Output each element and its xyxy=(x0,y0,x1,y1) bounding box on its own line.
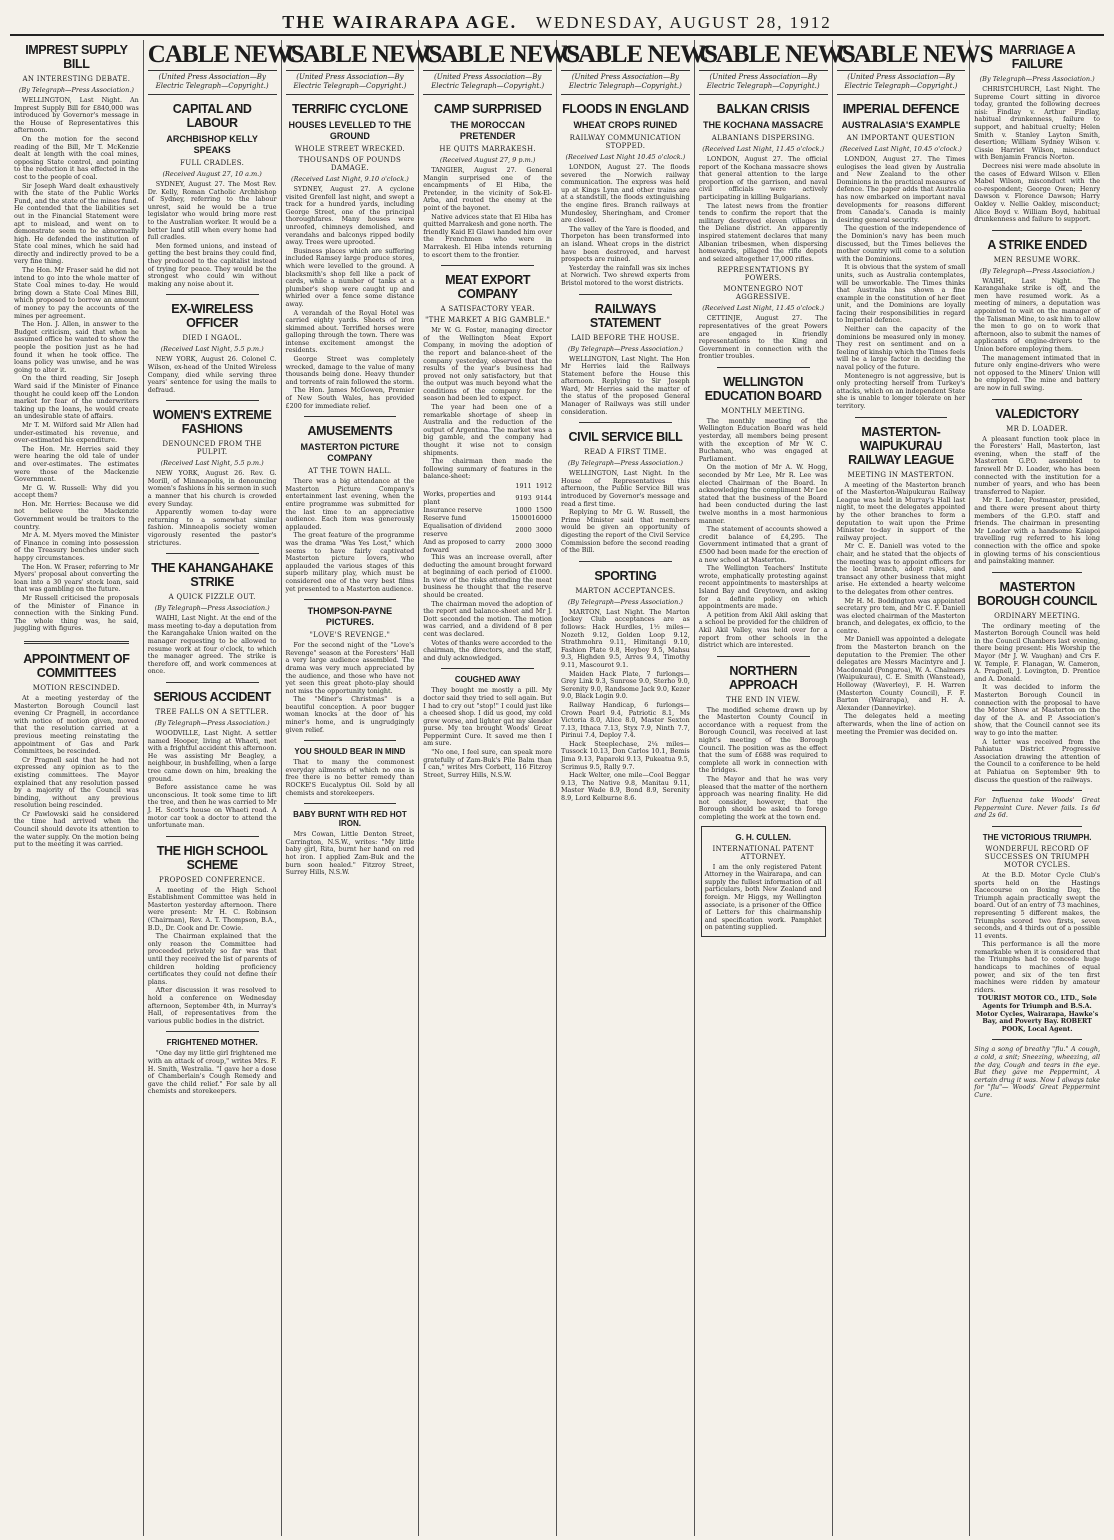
headline-strike-ended: A STRIKE ENDED xyxy=(987,237,1087,252)
paragraph: This was an increase overall, after deducting the amount brought forward at beginning of each period of £1000. In view of the risks attending the meat business he thought that the reserve should be created. xyxy=(423,553,553,599)
table-cell: 9144 xyxy=(535,494,553,502)
subhead-wonderful: WONDERFUL RECORD OF SUCCESSES ON TRIUMPH MOTOR CYCLES. xyxy=(984,844,1090,869)
table-row xyxy=(423,522,552,538)
headline-marriage: MARRIAGE A FAILURE xyxy=(999,43,1076,71)
paragraph: Mr T. M. Wilford said Mr Allen had under-estimated his revenue, and over-estimated his expenditure. xyxy=(14,420,139,445)
paragraph: CETTINJE, August 27. The representatives of the great Powers are engaged in friendly representations to the King and Government in connection with the frontier troubles. xyxy=(698,314,828,361)
paragraph: The Chairman explained that the only reason the Committee had proceeded privately so far was that until they received the list of parents of children holding proficiency certificates they could not define their plans. xyxy=(147,932,277,986)
divider xyxy=(579,561,672,562)
paragraph: Mr Russell criticised the proposals of the Minister of Finance in connection with the Sinking Fund. The whole thing was, he said, juggling with figures. xyxy=(14,594,139,633)
cable-news-banner: CABLE NEWS xyxy=(561,40,690,71)
subhead-end-in-view: THE END IN VIEW. xyxy=(726,695,801,704)
agency-credit: (United Press Association—By Electric Telegraph—Copyright.) xyxy=(423,71,552,95)
paragraph: That to many the commonest everyday ailments of which no one is free there is no better remedy than ROCKE'S Eucalyptus Oil. Sold by all chemists and storekeepers. xyxy=(285,758,415,797)
paragraph: Railway Handicap, 6 furlongs—Crown Pearl 9.4, Patriotic 8.1, Ms Victoria 8.0, Alice 8.0, Master Sexton 7.13, Ithaca 7.13, Styx 7.9, Ninth 7.7, Pirinui 7.4, Deploy 7.4. xyxy=(561,700,690,740)
paragraph: WELLINGTON, Last Night. In the House of Representatives this afternoon, the Public Service Bill was introduced by Governor's message and read a first time. xyxy=(561,469,690,508)
paragraph: The latest news from the frontier tends to confirm the report that the military destroyed eleven villages in the Deliane district. An apparently inspired statement declares that many Albanian tribesmen, when dispersing homewards, pillaged the rifle depots and seized altogether 17,000 rifles. xyxy=(698,201,828,263)
subhead-revenge: "LOVE'S REVENGE." xyxy=(309,631,391,640)
divider xyxy=(166,1031,259,1032)
table-cell: 1000 xyxy=(515,506,532,514)
paragraph: WELLINGTON, Last Night. The Hon Mr Herries laid the Railways Statement before the House this afternoon. Replying to Sir Joseph Ward, Mr Herries said the matter of the status of the proposed General Manager of Railways was still under consideration. xyxy=(561,354,690,416)
paragraph: For the second night of the "Love's Revenge" season at the Foresters' Hall a very large audience assembled. The drama was very much appreciated by the audience, and those who have not yet seen this great photo-play should not miss the opportunity tonight. xyxy=(285,641,415,695)
paragraph: A meeting of the High School Establishment Committee was held in Masterton yesterday afternoon. There were present: Mr H. C. Robinson (Chairman), Rev. A. T. Thompson, B.A., B.D., Dr. Cook and Dr. Cowie. xyxy=(147,885,277,932)
divider xyxy=(166,836,259,837)
masthead xyxy=(10,10,1104,36)
headline-cyclone: TERRIFIC CYCLONE xyxy=(291,102,408,116)
paragraph: Mr A. M. Myers moved the Minister of Finance in coming into possession of the Treasury benches under such happy circumstances. xyxy=(14,531,139,563)
meta-received: (Received Last Night, 9.10 o'clock.) xyxy=(291,175,409,183)
divider xyxy=(166,294,259,295)
paragraph: Cr Pawlowski said he considered the time had arrived when the Council should devote its attention to the water supply. On the motion being put to the meeting it was carried. xyxy=(14,809,139,849)
subhead-town-hall: AT THE TOWN HALL. xyxy=(308,467,392,476)
headline-amusements: AMUSEMENTS xyxy=(307,424,393,439)
column-3 xyxy=(282,40,442,1536)
paragraph: The chairman moved the adoption of the report and balance-sheet and Mr J. Dott seconded the motion. The motion was carried, and a dividend of 8 per cent was declared. xyxy=(423,599,553,638)
table-cell: Reserve fund xyxy=(423,514,467,522)
paragraph: Mr C. E. Daniell was voted to the chair, and he stated that the objects of the meeting was to appoint officers for the local branch, adopt rules, and transact any other business that might arise. He extended a hearty welcome to the delegates from other centres. xyxy=(836,542,966,596)
advert-body: I am the only registered Patent Attorney in the Wairarapa, and can supply the fullest information of all particulars, both New Zealand and foreign. Mr Higgs, my Wellington associate, is a prisoner of the Office of Letters for this chairmanship and specification work. Pamphlet on patenting supplied. xyxy=(704,862,822,932)
table-row xyxy=(423,490,552,506)
paragraph: CHRISTCHURCH, Last Night. The Supreme Court sitting in divorce today, granted the following decrees nisi: Findlay v. Arthur Findlay, habitual drunkenness, failure to support, and habitual cruelty; Helen Smith v. Stanley Layton Smith, desertion; William Sydney Wilson v. Cissie Harriet Wilson, misconduct with Benjamin Francis Norton. xyxy=(974,85,1100,162)
table-cell: Insurance reserve xyxy=(423,506,483,514)
table-cell: 1500 xyxy=(535,506,553,514)
advert-tourist-motor: TOURIST MOTOR CO., LTD., Sole Agents for Triumph and B.S.A. Motor Cycles, Wairarapa, Hawke's Bay, and Poverty Bay. ROBERT POOK, Local Agent. xyxy=(975,994,1099,1033)
meta-telegraph: (By Telegraph—Press Association.) xyxy=(567,344,683,353)
subhead-resume: MEN RESUME WORK. xyxy=(993,255,1081,264)
paragraph: MARTON, Last Night. The Marton Jockey Club acceptances are as follows: Hack Hurdles, 1½ miles—Nozeth 9.12, Golden Loop 9.12, Strathmohra 9.11, Himitangi 9.10, Fashion Plate 9.8, Heyboy 9.5, Mahsu 9.3, Highden 9.5, Arres 9.4, Timothy 9.11, Mascourot 9.1. xyxy=(561,607,690,669)
divider xyxy=(855,417,948,418)
table-header-cell: 1911 xyxy=(515,482,532,490)
paragraph: SYDNEY, August 27. A cyclone visited Grenfell last night, and swept a track for a hundred yards, including George Street, one of the principal thoroughfares. Many houses were unroofed, chimneys demolished, and verandahs and balconys ripped bodily away. Trees were uprooted. xyxy=(285,185,415,247)
advertisement-cullen xyxy=(701,826,826,937)
divider xyxy=(992,230,1082,231)
table-header-cell xyxy=(423,482,511,490)
divider xyxy=(992,826,1082,827)
column-4 xyxy=(419,40,580,1536)
cable-news-banner: CABLE NEWS xyxy=(699,40,828,71)
subhead-montenegro: MONTENEGRO NOT AGGRESSIVE. xyxy=(723,285,803,302)
paragraph: George Street was completely wrecked, damage to the value of many thousands being done. Heavy thunder and torrents of rain followed the storm. xyxy=(285,355,415,386)
paragraph: A verandah of the Royal Hotel was carried eighty yards. Sheets of iron skimmed about. Terrified horses were galloping through the town. There was intense excitement amongst the residents. xyxy=(285,308,415,355)
paragraph: The Wellington Teachers' Institute wrote, emphatically protesting against recent appointments to masterships at Island Bay and Greytown, and asking for a definite policy on which appointments are made. xyxy=(698,564,828,611)
headline-baby-burnt: BABY BURNT WITH RED HOT IRON. xyxy=(293,810,407,829)
subhead-moroccan: THE MOROCCAN PRETENDER xyxy=(450,120,525,141)
subhead-rescinded: MOTION RESCINDED. xyxy=(32,683,121,692)
paragraph: Business places which are suffering included Ramsey large produce stores, which were levelled to the ground. A blacksmith's shop fell like a pack of cards, while a number of tanks at a plumber's shop were caught up and whirled over a fence some distance away. xyxy=(285,246,415,308)
paragraph: A meeting of the Masterton branch of the Masterton-Waipukurau Railway League was held in Murray's Hall last night, to meet the delegates appointed by the other branches to form a deputation to wait upon the Prime Minister to-day in support of the railway project. xyxy=(836,480,966,542)
paragraph: The valley of the Yare is flooded, and Thorpeton has been transformed into an island. Wheat crops in the district have been destroyed, and harvest prospects are ruined. xyxy=(561,224,690,264)
column-5 xyxy=(557,40,718,1536)
paragraph: At the B.D. Motor Cycle Club's sports held on the Hastings Racecourse on Boxing Day, the Triumph again practically swept the board. Out of an entry of 73 machines, representing 5 different makes, the Triumphs scored two firsts, seven seconds, and 4 thirds out of a possible 11 events. xyxy=(974,870,1100,940)
subhead-kelly: ARCHBISHOP KELLY SPEAKS xyxy=(166,134,258,155)
subhead-loader: MR D. LOADER. xyxy=(1006,424,1069,433)
table-cell: Works, properties and plant xyxy=(423,490,496,506)
headline-balkan: BALKAN CRISIS xyxy=(716,102,810,116)
headline-northern-approach: NORTHERN APPROACH xyxy=(728,663,798,692)
headline-accident: SERIOUS ACCIDENT xyxy=(153,689,271,704)
meta-received: (Received Last Night, 5.5 p.m.) xyxy=(160,345,264,354)
subhead-wheat: WHEAT CROPS RUINED xyxy=(573,120,678,130)
table-cell: 2000 xyxy=(515,526,532,534)
subhead-satisfactory: A SATISFACTORY YEAR. xyxy=(440,305,535,314)
agency-credit: (United Press Association—By Electric Telegraph—Copyright.) xyxy=(148,71,277,95)
meta-telegraph: (By Telegraph—Press Association.) xyxy=(567,597,683,606)
paragraph: Mr R. Loder, Postmaster, presided, and there were present about thirty members of the G.P.O. staff and friends. The chairman in presenting Mr Loader with a handsome Kaiapoi travelling rug referred to his long connection with the office and spoke in glowing terms of his conscientious and painstaking manner. xyxy=(974,496,1100,566)
divider xyxy=(304,416,397,417)
paragraph: WELLINGTON, Last Night. An Imprest Supply Bill for £840,000 was introduced by Governor's message in the House of Representatives this afternoon. xyxy=(14,96,139,135)
subhead-australasia: AUSTRALASIA'S EXAMPLE xyxy=(841,120,961,130)
balance-table xyxy=(423,482,552,554)
paragraph: A pleasant function took place in the Foresters' Hall, Masterton, last evening, when the staff of the Masterton G.P.O. assembled to farewell Mr D. Loader, who has been connected with the institution for a number of years, and who has been transferred to Napier. xyxy=(974,434,1100,496)
subhead-powers: REPRESENTATIONS BY POWERS. xyxy=(717,266,810,283)
paragraph: They bought me mostly a pill. My doctor said they tried to sell again. But I had to cry out "stop!" I could just like a cheesed shop. I did us good, my cold grew worse, and lighter gat my slender purse. My tea brought Woods' Great Peppermint Cure. It saved me then I am sure. xyxy=(423,686,553,748)
meta-received: (Received August 27, 9 p.m.) xyxy=(439,156,536,164)
agency-credit: (United Press Association—By Electric Telegraph—Copyright.) xyxy=(286,71,415,95)
subhead-fizzle: A QUICK FIZZLE OUT. xyxy=(168,593,256,602)
subhead-houses: HOUSES LEVELLED TO THE GROUND xyxy=(288,120,412,141)
subhead-kochana: THE KOCHANA MASSACRE xyxy=(703,120,824,130)
paragraph: On the motion of Mr A. W. Hogg, seconded by Mr Lee, Mr R. Lee was elected Chairman of the Board. In acknowledging the compliment Mr Lee stated that the business of the Board had been conducted during the last twelve months in a most harmonious manner. xyxy=(698,463,828,525)
paragraph: The year had been one of a remarkable shortage of sheep in Australia and the reduction of the output of Argentina. The market was a big gamble, and the company had thought it wise not to consign shipments. xyxy=(423,403,553,457)
headline-committees: APPOINTMENT OF COMMITTEES xyxy=(23,651,130,680)
table-cell: 3000 xyxy=(535,526,553,534)
paragraph: Native advices state that El Hiba has quitted Marrakesh and gone north. The friendly Kaid El Glawi handed him over the Frenchmen who were in Marrakesh. El Hiba intends returning to escort them to the frontier. xyxy=(423,212,553,259)
subhead-quits: HE QUITS MARRAKESH. xyxy=(439,145,536,153)
paragraph: "No one, I feel sure, can speak more gratefully of Zam-Buk's Pile Balm than I can," writes Mrs Corbett, 116 Fitzroy Street, Surrey Hills, N.S.W. xyxy=(423,748,553,779)
divider xyxy=(166,400,259,401)
masthead-name: THE WAIRARAPA AGE. xyxy=(282,12,518,32)
meta-debate: (By Telegraph—Press Association.) xyxy=(18,86,134,94)
headline-imprest: IMPREST SUPPLY BILL xyxy=(25,43,128,71)
paragraph: The "Miner's Christmas" is a beautiful conception. A poor bugger woman knocks at the door of his miner's home, and is ungrudgingly given relief. xyxy=(285,695,415,734)
headline-education-board: WELLINGTON EDUCATION BOARD xyxy=(704,374,822,403)
divider xyxy=(441,265,534,266)
divider xyxy=(717,656,810,657)
paragraph: It was decided to inform the Masterton Borough Council in connection with the proposal to have the Motor Show at Masterton on the day of the A. and P. Association's show, that the Council cannot see its way to go into the matter. xyxy=(974,683,1100,737)
paragraph: Mr Daniell was appointed a delegate from the Masterton branch on the deputation to the Premier. The other delegates are Messrs Macintyre and J. Macdonald (Pongaroa), W. A. Chalmers (Waipukurau), C. E. Smith (Wanstead), Holloway (Waverley), F. H. Warren (Masterton County Council), F. F. Barton (Wairarapa), and H. A. Alexander (Dannevirke). xyxy=(836,635,966,712)
paragraph: The monthly meeting of the Wellington Education Board was held yesterday, all members being present with the exception of Mr W. C. Buchanan, who was engaged at Parliament. xyxy=(698,416,828,463)
table-row xyxy=(423,514,552,522)
table-cell: Equalisation of dividend reserve xyxy=(423,522,502,538)
headline-camp: CAMP SURPRISED xyxy=(433,102,542,116)
paragraph: WAIHI, Last Night. At the end of the mass meeting to-day a deputation from the Karangahake Union waited on the manager requesting to be allowed to resume work at four o'clock, to which the manager agreed. The strike is therefore off, and work commences at once. xyxy=(147,614,277,676)
headline-frightened: FRIGHTENED MOTHER. xyxy=(166,1038,258,1048)
paragraph: Decrees nisi were made absolute in the cases of Edward Wilson v. Ellen Mabel Wilson, misconduct with the co-respondent; George Owen; Henry Dawson v. Florence Dawson; Harry Oakley v. Nellie Oakley, misconduct; Alice Boyd v. William Boyd, habitual drunkenness and failure to support. xyxy=(974,161,1100,224)
paragraph: The Mayor and that he was very pleased that the matter of the northern approach was nearing finality. He did not consider, however, that the Borough should be asked to forego completing the work at the town end. xyxy=(698,775,828,821)
subhead-pulpit: DENOUNCED FROM THE PULPIT. xyxy=(162,440,262,457)
paragraph: LONDON, August 27. The official report of the Kochana massacre shows that general attention to the large proportion of the garrison, and naval civil officials were actively participating in killing Bulgarians. xyxy=(698,155,828,201)
meta-received: (Received Last Night, 11.45 o'clock.) xyxy=(702,145,825,153)
paragraph: NEW YORK, August 26. Rev. G. Morill, of Minneapolis, in denouncing women's fashions in his sermon in such a manner that his church is crowded every Sunday. xyxy=(147,469,277,508)
paragraph: Hon. Mr. Herries: Because we did not believe the Mackenzie Government would be traitors to the country. xyxy=(14,499,139,531)
paragraph: The delegates held a meeting afterwards, when the line of action on meeting the Premier was decided on. xyxy=(836,712,966,736)
paragraph: On the motion for the second reading of the Bill, Mr T. McKenzie dealt at length with the coal mines, opposing State control, and pointing to the reduction it has effected in the cost to the people of coal. xyxy=(14,134,139,181)
paragraph: The Hon. J. Allen, in answer to the Budget criticism, said that when he assumed office he wanted to show the people the position just as he had found it when he took office. The loans policy was unwise, and he was going to alter it. xyxy=(14,320,139,374)
headline-sporting: SPORTING xyxy=(594,568,657,583)
subhead-picture-company: MASTERTON PICTURE COMPANY xyxy=(300,442,400,464)
advert-name: G. H. CULLEN. xyxy=(735,832,791,842)
paragraph: Neither can the capacity of the dominions be measured only in money. They rest on sentiment and on a feeling of kinship which the Times feels will be a large factor in deciding the naval policy of the future. xyxy=(836,325,966,372)
paragraph: Hack Welter, one mile—Cool Beggar 9.13, The Native 9.8, Manitau 9.11, Master Wade 8.9, Bond 8.9, Serenity 8.9, Lord Kelburne 8.6. xyxy=(561,771,690,803)
headline-triumph: THE VICTORIOUS TRIUMPH. xyxy=(982,832,1092,842)
divider xyxy=(304,803,397,804)
headline-valedictory: VALEDICTORY xyxy=(995,406,1079,421)
table-cell: 2000 xyxy=(515,542,532,550)
paragraph: The modified scheme drawn up by the Masterton County Council in accordance with a request from the Borough Council, was received at last night's meeting of the Borough Council. The position was as the effect that the sum of £688 was required to complete all work in connection with the bridges. xyxy=(698,705,828,775)
subhead-damage: THOUSANDS OF POUNDS DAMAGE. xyxy=(298,156,402,172)
headline-civil-service: CIVIL SERVICE BILL xyxy=(568,430,683,445)
paragraph: At a meeting yesterday of the Masterton Borough Council last evening Cr Pragnell, in accordance with notice of motion given, moved that the resolution carried at a previous meeting reinstating the appointment of Gas and Park Committees, be rescinded. xyxy=(14,693,139,756)
subhead-ordinary: ORDINARY MEETING. xyxy=(994,611,1081,620)
cable-news-banner: CABLE NEWS xyxy=(148,40,277,71)
paragraph: Mr H. M. Boddington was appointed secretary pro tem, and Mr C. F. Daniell was elected chairman of the Masterton branch, and delegates, ex officio, to the centre. xyxy=(836,596,966,635)
paragraph: There was a big attendance at the Masterton Picture Company's entertainment last evening, when the entire programme was submitted for the last time to an appreciative audience. Each item was generously applauded. xyxy=(285,477,415,531)
meta-received: (Received Last Night, 5.5 p.m.) xyxy=(160,459,264,468)
paragraph: The great feature of the programme was the drama "Was Yes Lost," which seems to have fairly captivated Masterton picture lovers, who applauded the various stages of this superb military play, which must be considered one of the very best films yet presented to a Masterton audience. xyxy=(285,531,415,593)
headline-borough-council: MASTERTON BOROUGH COUNCIL xyxy=(977,579,1097,608)
subhead-tree: TREE FALLS ON A SETTLER. xyxy=(155,707,269,716)
advert-poem: Sing a song of breathy "flu." A cough, a cold, a snit; Sneezing, wheezing, all the day, Cough and tears in the eye. But they gave me Peppermint, A certain drug it was. Now I always take for "flu"— Woods' Great Peppermint Cure. xyxy=(974,1045,1100,1099)
paragraph: TANGIER, August 27. General Mangin surprised one of the encampments of El Hiba, the Pretender, in the vicinity of Sok-El-Arba, and routed the enemy at the point of the bayonet. xyxy=(423,166,553,212)
paragraph: Cr Pragnell said that he had not expressed any opinion as to the existing committees. The Mayor explained that any resolution passed by a majority of the Council was binding, without any previous resolution being rescinded. xyxy=(14,755,139,810)
subhead-debate: AN INTERESTING DEBATE. xyxy=(22,75,131,83)
paragraph: Mr W. G. Foster, managing director of the Wellington Meat Export Company, in moving the adoption of the report and balance-sheet of the company yesterday, observed that the results of the year's business had proved not only satisfactory, but that the output was much beyond what the conditions of the company for the season had been led to expect. xyxy=(423,326,553,403)
table-row xyxy=(423,506,552,514)
paragraph: Before assistance came he was unconscious. It took some time to lift the tree, and then he was carried to Mr J. H. Scott's house on Whaeti road. A motor car took a doctor to attend the unfortunate man. xyxy=(147,783,277,830)
subhead-monthly: MONTHLY MEETING. xyxy=(721,406,806,415)
paragraph: Mr G. W. Russell: Why did you accept them? xyxy=(14,483,139,500)
meta-received: (Received August 27, 10 a.m.) xyxy=(162,170,262,178)
column-7 xyxy=(833,40,993,1536)
subhead-albanians: ALBANIANS DISPERSING. xyxy=(711,134,815,142)
meta-received: (Received Last Night, 10.45 o'clock.) xyxy=(839,145,962,153)
paragraph: The ordinary meeting of the Masterton Borough Council was held in the Council Chambers last evening, there being present: His Worship the Mayor (Mr J. W. Vaughan) and Crs F. W. Temple, F. Flanagan, W. Cameron, A. Pragnell, J. Lovington, D. Prentice and A. Donald. xyxy=(974,621,1100,683)
meta-received: (Received Last Night 10.45 o'clock.) xyxy=(565,153,686,161)
paragraph: The chairman then made the following summary of features in the balance-sheet: xyxy=(423,457,553,481)
paragraph: Montenegro is not aggressive, but is only protecting herself from Turkey's attacks, which on an independent State she is unable to longer tolerate on her territory. xyxy=(836,371,966,410)
paragraph: WOODVILLE, Last Night. A settler named Hooper, living at Whaeti, met with a frightful accident this afternoon. He was assisting Mr Beagley, a neighbour, in bushfelling, when a large tree came down on him, breaking the ground. xyxy=(147,728,277,783)
subhead-cradles: FULL CRADLES. xyxy=(180,159,245,167)
paragraph: Mrs Cowan, Little Denton Street, Carrington, N.S.W., writes: "My little baby girl, Rita, burnt her hand on red hot iron. I applied Zam-Buk and the burn soon healed." Fitzroy Street, Surrey Hills, N.S.W. xyxy=(285,830,415,877)
paragraph: LONDON, August 27. The floods severed the Norwich railway communication. The express was held up at Kings Lynn and other trains are at a standstill, the floods extinguishing the engine fires. Branch railways at Mundesley, Sheringham, and Cromer are closed. xyxy=(561,163,690,225)
divider xyxy=(166,553,259,554)
meta-telegraph: (By Telegraph—Press Association.) xyxy=(154,718,270,727)
paragraph: The management intimated that in future only engine-drivers who were not opposed to the Miners' Union will be employed. The mine and battery are now in full swing. xyxy=(974,353,1100,392)
headline-railways: RAILWAYS STATEMENT xyxy=(589,301,661,330)
paragraph: WAIHI, Last Night. The Karangahake strike is off, and the men have resumed work. As a meeting of miners, a deputation was appointed to wait on the manager of the Talisman Mine, to ask him to allow the men to go on to work that afternoon, also to submit the names of applicants of engine-drivers to the Union before employing them. xyxy=(974,276,1100,354)
divider xyxy=(24,641,129,644)
meta-telegraph: (By Telegraph—Press Association.) xyxy=(567,459,683,468)
advert-title: INTERNATIONAL PATENT ATTORNEY. xyxy=(712,844,814,861)
meta-telegraph: (By Telegraph—Press Association.) xyxy=(979,266,1095,275)
subhead-meeting: MEETING IN MASTERTON. xyxy=(847,470,955,479)
headline-bear-in-mind: YOU SHOULD BEAR IN MIND xyxy=(294,747,406,757)
paragraph: LONDON, August 27. The Times eulogises the lead given by Australia and New Zealand to the other Dominions in the practical measures of defence. The paper adds that Australia has now embarked on important naval developments for reasons different from Canada's. Canada is mainly desiring general security. xyxy=(836,155,966,224)
headline-high-school: THE HIGH SCHOOL SCHEME xyxy=(156,843,268,872)
table-cell: 15000 xyxy=(511,514,532,522)
divider xyxy=(579,422,672,423)
masthead-date: WEDNESDAY, AUGUST 28, 1912 xyxy=(535,13,832,32)
paragraph: The Hon. Mr. Herries said they were hearing the old tale of under and over-estimates. The estimates were those of the Mackenzie Government. xyxy=(14,444,139,484)
subhead-marton: MARTON ACCEPTANCES. xyxy=(575,586,676,595)
paragraph: It is obvious that the system of small units, such as Australia contemplates, will be unworkable. The Times thinks that Australia has shown a fine example in the constitution of her fleet unit, and the Dominions are loyally facing their responsibilities in regard to Imperial defence. xyxy=(836,263,966,325)
divider xyxy=(992,572,1082,573)
agency-credit: (United Press Association—By Electric Telegraph—Copyright.) xyxy=(699,71,828,95)
table-cell: 3000 xyxy=(535,542,553,550)
paragraph: Hack Steeplechase, 2¼ miles—Tussock 10.13, Don Carlos 10.1, Bemis Jima 9.13, Paparoki 9.13, Pukeatua 9.5, Scrimus 9.5, Rally 9.7. xyxy=(561,739,690,771)
divider xyxy=(717,367,810,368)
divider xyxy=(992,1039,1082,1040)
column-6 xyxy=(695,40,855,1536)
paragraph: The Hon. Mr Fraser said he did not intend to go into the whole matter of State Coal mines to-day. He would bring down a State Coal Mines Bill, which proposed to borrow an amount of money to pay the accounts of the mines per agreement. xyxy=(14,266,139,320)
headline-fashions: WOMEN'S EXTREME FASHIONS xyxy=(152,408,272,437)
advert-influenza: For Influenza take Woods' Great Peppermint Cure. Never fails. 1s 6d and 2s 6d. xyxy=(974,796,1100,820)
paragraph: The Hon. James McGowen, Premier of New South Wales, has provided £200 for immediate relief. xyxy=(285,386,415,410)
table-header-row xyxy=(423,482,552,490)
headline-kahangahake: THE KAHANGAHAKE STRIKE xyxy=(151,561,274,590)
paragraph: Apparently women to-day were returning to a somewhat similar fashion. Minneapolis society women vigorously resented the pastor's strictures. xyxy=(147,508,277,547)
headline-coughed: COUGHED AWAY xyxy=(454,675,521,685)
subhead-gamble: "THE MARKET A BIG GAMBLE." xyxy=(425,316,551,325)
meta-telegraph: (By Telegraph—Press Association.) xyxy=(154,604,270,613)
subhead-laid: LAID BEFORE THE HOUSE. xyxy=(571,333,680,342)
paragraph: SYDNEY, August 27. The Most Rev. Dr. Kelly, Roman Catholic Archbishop of Sydney, referring to the labour unrest, said he would be a true legislator who would bring more rest to the Australian worker. It would be a better land still when every home had full cradles. xyxy=(147,180,277,242)
paragraph: Yesterday the rainfall was six inches at Norwich. Two shrewd experts from Bristol motored to the worst districts. xyxy=(561,263,690,287)
agency-credit: (United Press Association—By Electric Telegraph—Copyright.) xyxy=(837,71,966,95)
paragraph: NEW YORK, August 26. Colonel C. Wilson, ex-head of the United Wireless Company, died while serving three years' sentence for using the mails to defraud. xyxy=(147,355,277,394)
column-8 xyxy=(970,40,1104,1536)
paragraph: Replying to Mr G. W. Russell, the Prime Minister said that members would be given an opportunity of digesting the report of the Civil Service Commission before the second reading of the Bill. xyxy=(561,508,690,555)
headline-meat-export: MEAT EXPORT COMPANY xyxy=(445,273,531,302)
paragraph: On the third reading, Sir Joseph Ward said if the Minister of Finance thought he could keep off the London market for fear of the underwriters taking up the loans, he would create an undesirable state of affairs. xyxy=(14,374,139,421)
subhead-died: DIED I NGAOL. xyxy=(182,334,242,343)
divider xyxy=(992,399,1082,400)
paragraph: Maiden Hack Plate, 7 furlongs—Grey Link 9.3, Sunrose 9.0, Sterho 9.0, Serenity 9.0, Randsome Jack 9.0, Kezer 9.0, Black Login 9.0. xyxy=(561,669,690,701)
cable-news-banner: CABLE NEWS xyxy=(837,40,966,71)
paragraph: A petition from Akil Akil asking that a school be provided for the children of Akil Akil Valley, was held over for a report from other schools in the district which are interested. xyxy=(698,610,828,650)
meta-telegraph: (By Telegraph—Press Association.) xyxy=(979,75,1095,83)
meta-received: (Received Last Night, 11.45 o'clock.) xyxy=(702,304,825,313)
column-1 xyxy=(10,40,144,1536)
paragraph: Men formed unions, and instead of getting the best brains they could find, they produced to the capitalist instead of trying for peace. They would be the strongest who could win without making any noise about it. xyxy=(147,241,277,288)
subhead-street: WHOLE STREET WRECKED. xyxy=(294,145,405,153)
divider xyxy=(166,682,259,683)
divider xyxy=(304,599,397,600)
paragraph: Votes of thanks were accorded to the chairman, the directors, and the staff, and duly acknowledged. xyxy=(423,638,553,662)
headline-railway-league: MASTERTON-WAIPUKURAU RAILWAY LEAGUE xyxy=(848,424,954,467)
paragraph: Sir Joseph Ward dealt exhaustively with the state of the Public Works Fund, and the state of the mines fund. He contended that the liabilities set out in the Financial Statement were apt to mislead, and went on to demonstrate seem to be abnormally high. He defended the institution of State coal mines, which he said had directly and indirectly proved to be a very fine thing. xyxy=(14,181,139,266)
subhead-conference: PROPOSED CONFERENCE. xyxy=(158,875,266,884)
table-cell: And as proposed to carry forward xyxy=(423,538,505,554)
paragraph: "One day my little girl frightened me with an attack of croup," writes Mrs. F. H. Smith, Westralia. "I gave her a dose of Chamberlain's Cough Remedy and gave the child relief." For sale by all chemists and storekeepers. xyxy=(147,1049,277,1096)
table-cell: 16000 xyxy=(531,514,553,522)
divider xyxy=(304,740,397,741)
paragraph: After discussion it was resolved to hold a conference on Wednesday afternoon, September 4th, in Murray's Hall, of representatives from the various public bodies in the district. xyxy=(147,986,277,1025)
subhead-railway: RAILWAY COMMUNICATION STOPPED. xyxy=(569,134,682,150)
table-header-cell: 1912 xyxy=(535,482,553,490)
paragraph: The question of the independence of the Dominion's navy has been much discussed, but the Times believes the mother country will come to a solution with the Dominions. xyxy=(836,224,966,263)
agency-credit: (United Press Association—By Electric Telegraph—Copyright.) xyxy=(561,71,690,95)
table-cell: 9193 xyxy=(515,494,532,502)
paragraph: The statement of accounts showed a credit balance of £4,295. The Government intimated that a grant of £500 had been made for the erection of a new school at Masterton. xyxy=(698,525,828,564)
subhead-question: AN IMPORTANT QUESTION xyxy=(846,134,956,142)
paragraph: This performance is all the more remarkable when it is considered that the Triumphs had to concede huge handicaps to machines of equal power, and six of the ten first machines were ridden by amateur riders. xyxy=(974,940,1100,994)
columns xyxy=(10,40,1104,1536)
column-2 xyxy=(144,40,304,1536)
cable-news-banner: CABLE NEWS xyxy=(286,40,415,71)
headline-imperial-defence: IMPERIAL DEFENCE xyxy=(842,102,960,116)
table-row xyxy=(423,538,552,554)
cable-news-banner: CABLE NEWS xyxy=(423,40,552,71)
divider xyxy=(441,668,534,669)
divider xyxy=(579,294,672,295)
paragraph: A letter was received from the Pahiatua District Progressive Association drawing the attention of the Council to a conference to be held at Pahiatua on September 9th to discuss the question of the railways. xyxy=(974,737,1100,784)
divider xyxy=(992,790,1082,791)
headline-wireless: EX-WIRELESS OFFICER xyxy=(171,302,253,331)
subhead-thompson-payne: THOMPSON-PAYNE PICTURES. xyxy=(307,606,393,628)
subhead-first-time: READ A FIRST TIME. xyxy=(584,448,667,457)
paragraph: The Hon. W. Fraser, referring to Mr Myers' proposal about converting the loan into a 30 years' stock loan, said that was gambling on the future. xyxy=(14,562,139,594)
headline-floods: FLOODS IN ENGLAND xyxy=(562,102,689,116)
headline-capital-labour: CAPITAL AND LABOUR xyxy=(172,102,252,130)
